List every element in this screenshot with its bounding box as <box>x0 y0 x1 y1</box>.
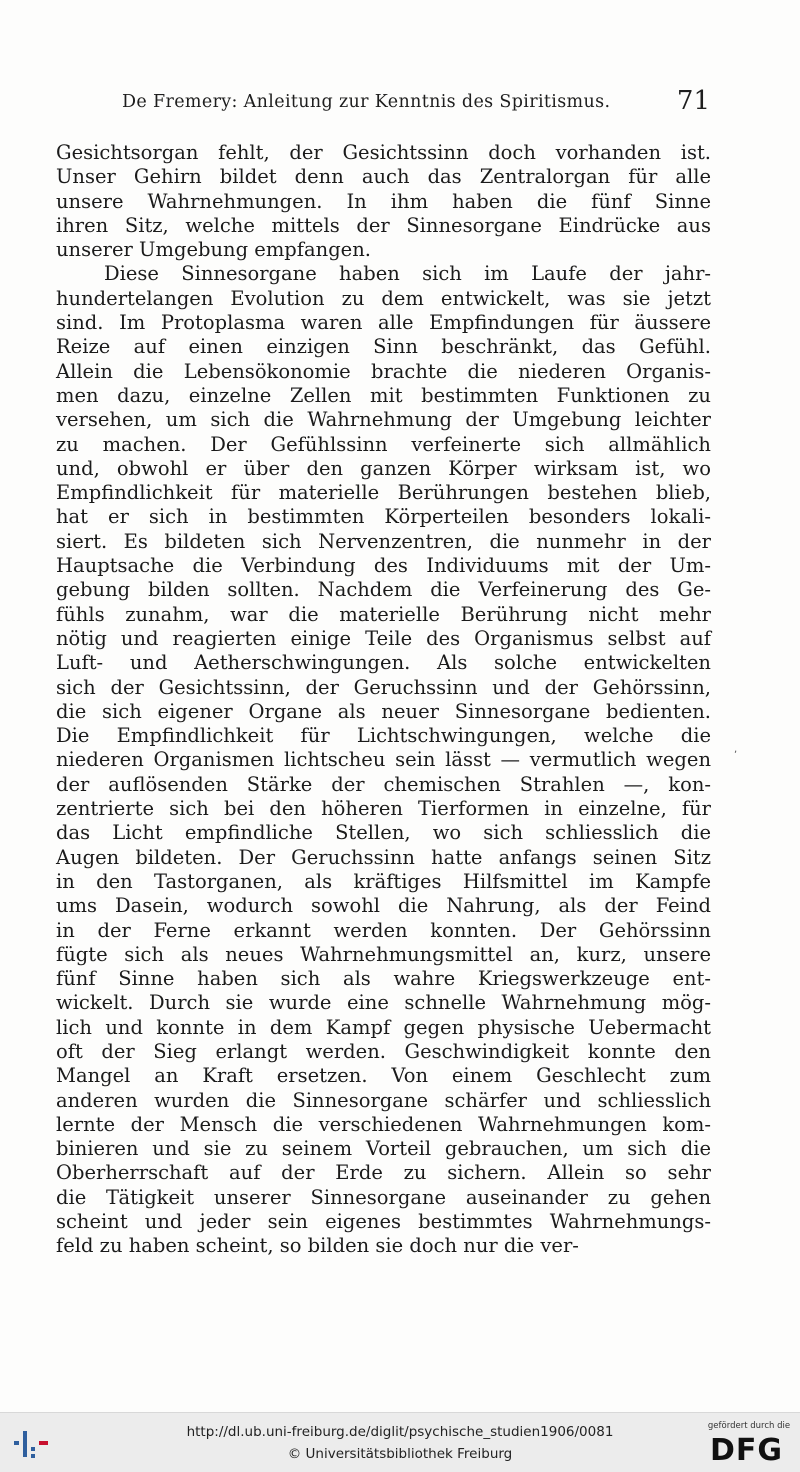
text-line: Die Empfindlichkeit für Lichtschwingungen, welche die <box>56 724 711 748</box>
text-line: fühls zunahm, war die materielle Berührung nicht mehr <box>56 602 711 626</box>
text-line: wickelt. Durch sie wurde eine schnelle Wahrnehmung mög- <box>56 991 711 1015</box>
text-line: hat er sich in bestimmten Körperteilen besonders lokali- <box>56 505 711 529</box>
text-line: unserer Umgebung empfangen. <box>56 238 371 262</box>
text-line: nötig und reagierten einige Teile des Organismus selbst auf <box>56 626 711 650</box>
text-line: oft der Sieg erlangt werden. Geschwindigkeit konnte den <box>56 1039 711 1063</box>
text-line: sind. Im Protoplasma waren alle Empfindungen für äussere <box>56 311 711 335</box>
text-line: sich der Gesichtssinn, der Geruchssinn und der Gehörssinn, <box>56 675 711 699</box>
text-line: fügte sich als neues Wahrnehmungsmittel an, kurz, unsere <box>56 942 711 966</box>
text-line: und, obwohl er über den ganzen Körper wirksam ist, wo <box>56 456 711 480</box>
text-line: das Licht empfindliche Stellen, wo sich schliesslich die <box>56 821 711 845</box>
text-line: men dazu, einzelne Zellen mit bestimmten Funktionen zu <box>56 383 711 407</box>
text-line: zu machen. Der Gefühlssinn verfeinerte sich allmählich <box>56 432 711 456</box>
dfg-logo: DFG <box>710 1433 784 1468</box>
text-line: ums Dasein, wodurch sowohl die Nahrung, als der Feind <box>56 894 711 918</box>
text-line: in der Ferne erkannt werden konnten. Der Gehörssinn <box>56 918 711 942</box>
text-line: lich und konnte in dem Kampf gegen physische Uebermacht <box>56 1015 711 1039</box>
text-line: scheint und jeder sein eigenes bestimmtes Wahrnehmungs- <box>56 1210 711 1234</box>
text-line: feld zu haben scheint, so bilden sie doch nur die ver- <box>56 1234 579 1258</box>
text-line: Gesichtsorgan fehlt, der Gesichtssinn doch vorhanden ist. <box>56 141 711 164</box>
text-line: Oberherrschaft auf der Erde zu sichern. Allein so sehr <box>56 1161 711 1185</box>
running-title: De Fremery: Anleitung zur Kenntnis des Spiritismus. <box>122 92 611 112</box>
text-line: niederen Organismen lichtscheu sein lässt — vermutlich wegen <box>56 748 711 772</box>
text-line: hundertelangen Evolution zu dem entwickelt, was sie jetzt <box>56 286 711 310</box>
text-line: ihren Sitz, welche mittels der Sinnesorgane Eindrücke aus <box>56 213 711 237</box>
source-url-link[interactable]: http://dl.ub.uni-freiburg.de/diglit/psychische_studien1906/0081 <box>186 1424 614 1440</box>
page-header <box>122 88 712 118</box>
text-line: Mangel an Kraft ersetzen. Von einem Geschlecht zum <box>56 1064 711 1088</box>
dfg-badge <box>706 1421 792 1469</box>
text-line: Augen bildeten. Der Geruchssinn hatte anfangs seinen Sitz <box>56 845 711 869</box>
text-line: zentrierte sich bei den höheren Tierformen in einzelne, für <box>56 797 711 821</box>
text-line: Empfindlichkeit für materielle Berührungen bestehen blieb, <box>56 481 711 505</box>
text-line: gebung bilden sollten. Nachdem die Verfeinerung des Ge- <box>56 578 711 602</box>
margin-mark: , <box>734 744 738 755</box>
text-line: Diese Sinnesorgane haben sich im Laufe der jahr- <box>104 262 711 286</box>
text-line: binieren und sie zu seinem Vorteil gebrauchen, um sich die <box>56 1137 711 1161</box>
text-line: siert. Es bildeten sich Nervenzentren, die nunmehr in der <box>56 529 711 553</box>
text-line: lernte der Mensch die verschiedenen Wahrnehmungen kom- <box>56 1112 711 1136</box>
text-line: der auflösenden Stärke der chemischen Strahlen —, kon- <box>56 772 711 796</box>
text-line: Reize auf einen einzigen Sinn beschränkt, das Gefühl. <box>56 335 711 359</box>
body-text <box>56 141 711 1259</box>
text-line: die sich eigener Organe als neuer Sinnesorgane bedienten. <box>56 699 711 723</box>
text-line: versehen, um sich die Wahrnehmung der Umgebung leichter <box>56 408 711 432</box>
text-line: Allein die Lebensökonomie brachte die niederen Organis- <box>56 359 711 383</box>
text-line: fünf Sinne haben sich als wahre Kriegswerkzeuge ent- <box>56 967 711 991</box>
text-line: Hauptsache die Verbindung des Individuums mit der Um- <box>56 554 711 578</box>
footer-bar <box>0 1412 800 1472</box>
text-line: unsere Wahrnehmungen. In ihm haben die fünf Sinne <box>56 189 711 213</box>
text-line: anderen wurden die Sinnesorgane schärfer und schliesslich <box>56 1088 711 1112</box>
text-line: Luft- und Aetherschwingungen. Als solche entwickelten <box>56 651 711 675</box>
text-line: die Tätigkeit unserer Sinnesorgane auseinander zu gehen <box>56 1185 711 1209</box>
copyright-notice: © Universitätsbibliothek Freiburg <box>287 1446 513 1462</box>
text-line: Unser Gehirn bildet denn auch das Zentralorgan für alle <box>56 165 711 189</box>
page-number: 71 <box>676 86 710 116</box>
dfg-caption: gefördert durch die <box>707 1421 791 1431</box>
text-line: in den Tastorganen, als kräftiges Hilfsmittel im Kampfe <box>56 869 711 893</box>
